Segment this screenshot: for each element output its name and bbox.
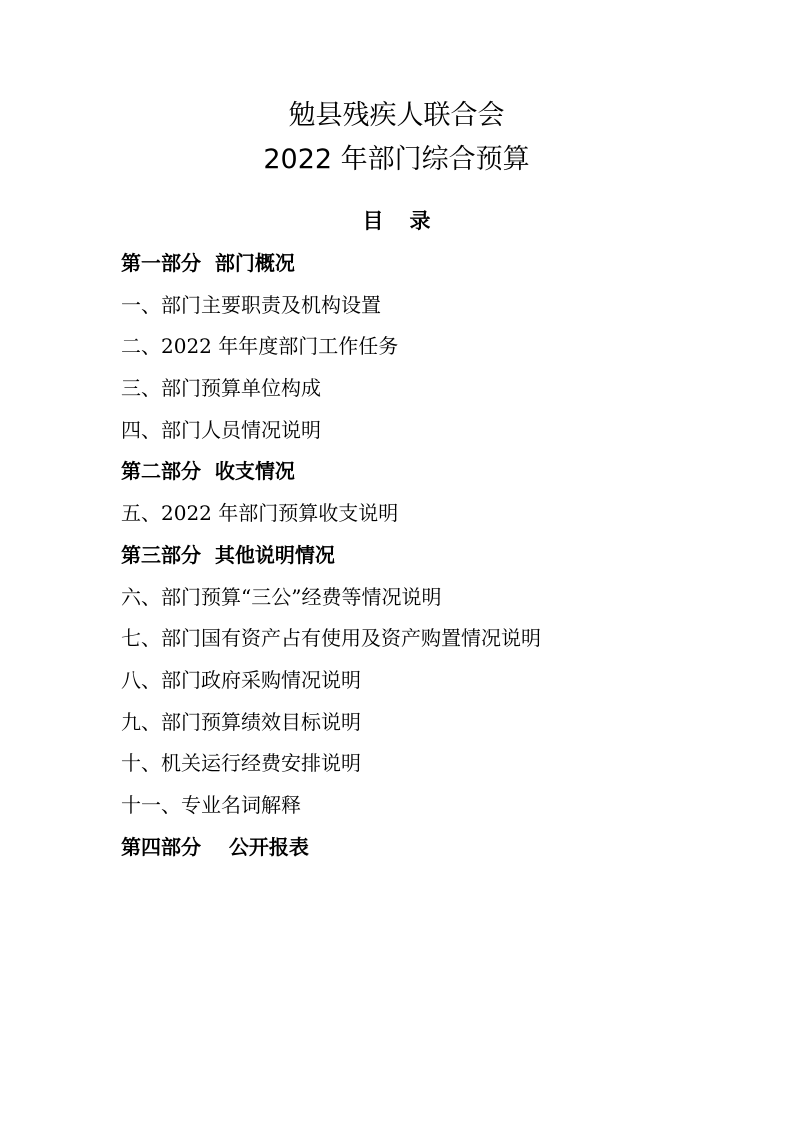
toc-item-9: 九、部门预算绩效目标说明 bbox=[121, 709, 361, 734]
toc-item-3: 三、部门预算单位构成 bbox=[121, 376, 321, 401]
toc-part-3: 第三部分 其他说明情况 bbox=[121, 542, 335, 567]
toc-item-7: 七、部门国有资产占有使用及资产购置情况说明 bbox=[121, 626, 541, 651]
toc-heading: 目录 bbox=[362, 208, 457, 233]
document-title-org: 勉县残疾人联合会 bbox=[288, 100, 505, 131]
toc-part-4: 第四部分 公开报表 bbox=[121, 834, 309, 859]
toc-part-1: 第一部分 部门概况 bbox=[121, 251, 295, 275]
toc-item-8: 八、部门政府采购情况说明 bbox=[121, 667, 361, 692]
document-title-budget: 2022 年部门综合预算 bbox=[263, 144, 530, 175]
toc-item-2: 二、2022 年年度部门工作任务 bbox=[121, 334, 399, 359]
toc-item-10: 十、机关运行经费安排说明 bbox=[121, 751, 361, 776]
toc-item-5: 五、2022 年部门预算收支说明 bbox=[121, 501, 399, 526]
toc-item-1: 一、部门主要职责及机构设置 bbox=[121, 292, 381, 317]
table-of-contents bbox=[121, 248, 721, 873]
toc-item-4: 四、部门人员情况说明 bbox=[121, 417, 321, 442]
toc-item-11: 十一、专业名词解释 bbox=[121, 792, 301, 817]
toc-part-2: 第二部分 收支情况 bbox=[121, 459, 295, 484]
toc-item-6: 六、部门预算“三公”经费等情况说明 bbox=[121, 584, 442, 609]
